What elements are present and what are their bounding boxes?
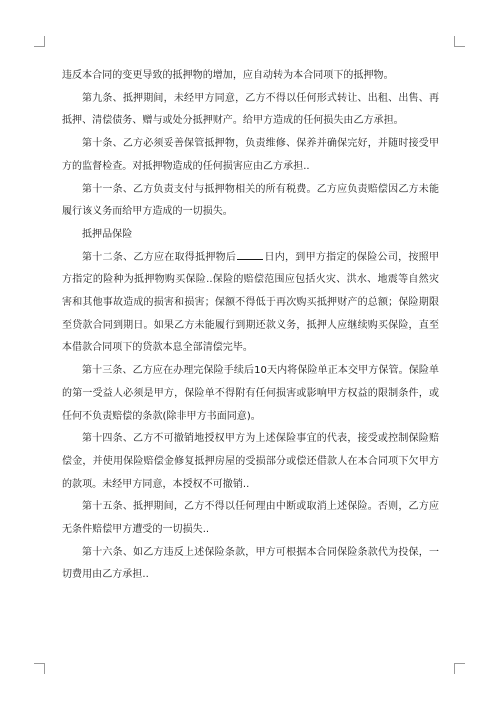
article-15: 第十五条、抵押期间，乙方不得以任何理由中断或取消上述保险。否则，乙方应无条件赔偿甲方遭受的一切损失.. <box>62 501 439 536</box>
section-heading-collateral-insurance: 抵押品保险 <box>82 228 133 240</box>
crop-mark-top-right <box>454 36 465 47</box>
crop-mark-bottom-left <box>34 663 45 674</box>
crop-mark-bottom-right <box>454 663 465 674</box>
document-body <box>62 65 439 587</box>
days-blank-field <box>237 250 263 260</box>
article-12-text-before-blank: 第十二条、乙方应在取得抵押物后 <box>82 251 237 263</box>
article-9: 第九条、抵押期间，未经甲方同意，乙方不得以任何形式转让、出租、出售、再抵押、清偿债务、赠与或处分抵押财产。给甲方造成的任何损失由乙方承担。 <box>62 92 439 127</box>
article-10: 第十条、乙方必须妥善保管抵押物，负责维修、保养并确保完好，并随时接受甲方的监督检查。对抵押物造成的任何损害应由乙方承担.. <box>62 138 439 172</box>
article-14: 第十四条、乙方不可撤销地授权甲方为上述保险事宜的代表，接受或控制保险赔偿金，并使用保险赔偿金修复抵押房屋的受损部分或偿还借款人在本合同项下欠甲方的款项。未经甲方同意，本授权不可撤销.. <box>62 433 439 490</box>
article-13: 第十三条、乙方应在办理完保险手续后10天内将保险单正本交甲方保管。保险单的第一受益人必须是甲方，保险单不得附有任何损害或影响甲方权益的限制条件，或任何不负责赔偿的条款(除非甲方书面同意)。 <box>62 365 439 422</box>
crop-mark-top-left <box>34 36 45 47</box>
paragraph-continuation: 违反本合同的变更导致的抵押物的增加，应自动转为本合同项下的抵押物。 <box>62 70 394 81</box>
article-12-text-after-blank: 日内，到甲方指定的保险公司，按照甲方指定的险种为抵押物购买保险..保险的赔偿范围应包括火灾、洪水、地震等自然灾害和其他事故造成的损害和损害；保额不得低于再次购买抵押财产的总额；保险期限至贷款合同到期日。如果乙方未能履行到期还款义务，抵押人应继续购买保险，直至本借款合同项下的贷款本息全部清偿完毕。 <box>62 251 439 354</box>
article-11: 第十一条、乙方负责支付与抵押物相关的所有税费。乙方应负责赔偿因乙方未能履行该义务而给甲方造成的一切损失。 <box>62 183 439 218</box>
article-12 <box>62 247 439 361</box>
article-16: 第十六条、如乙方违反上述保险条款，甲方可根据本合同保险条款代为投保，一切费用由乙方承担.. <box>62 546 439 581</box>
